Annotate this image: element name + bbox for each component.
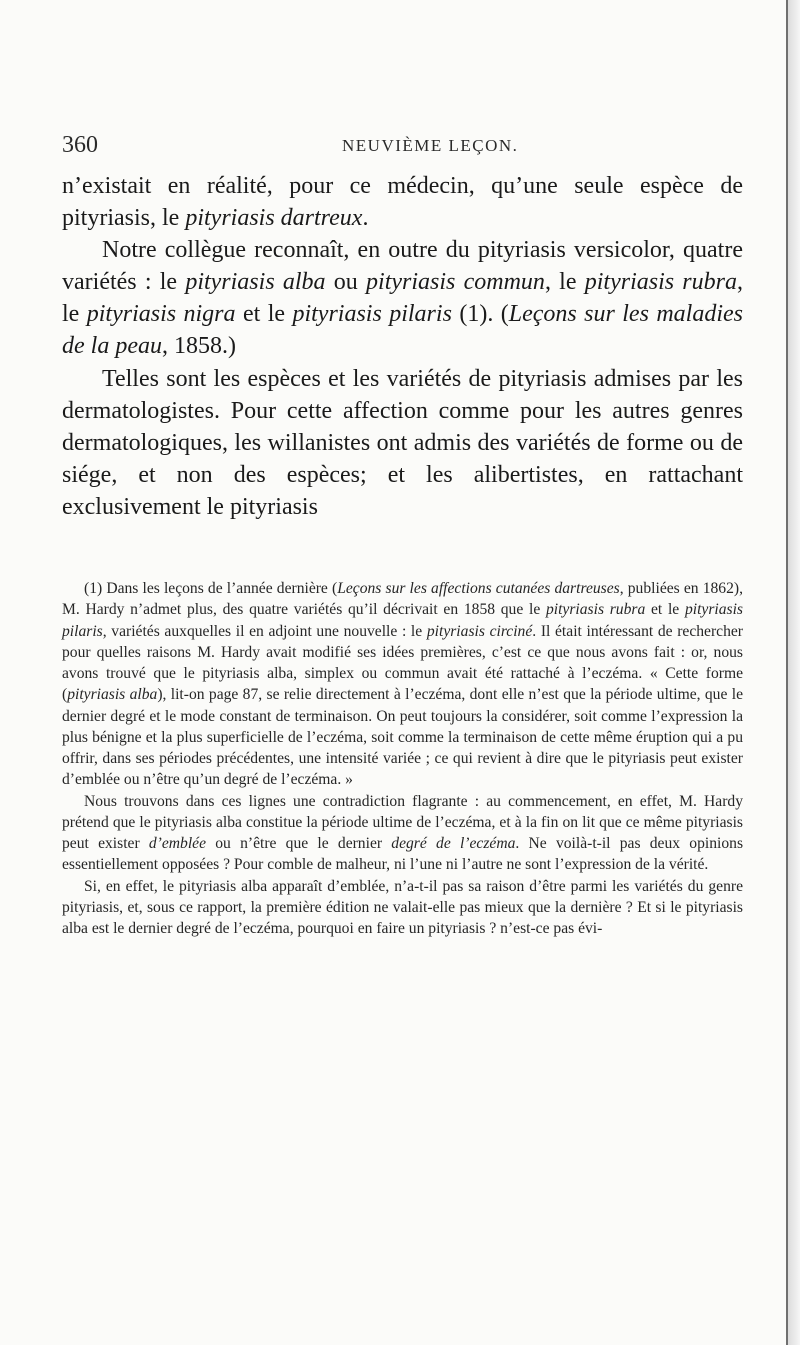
paragraph-3: Telles sont les espèces et les variétés de pityriasis admises par les dermatologistes. Pour cette affection comme pour les autres genres dermatologiques, les willanistes ont admis des variétés de forme ou de siége, et non des espèces; et les alibertistes, en rattachant exclusivement le pityriasis <box>62 365 743 520</box>
page-number: 360 <box>62 132 98 158</box>
page-edge-shadow <box>786 0 800 1345</box>
running-title: NEUVIÈME LEÇON. <box>342 136 519 155</box>
paragraph-2: Notre collègue reconnaît, en outre du pityriasis versicolor, quatre variétés : le pityriasis alba ou pityriasis commun, le pityriasis rubra, le pityriasis nigra et le pityriasis pilaris (1). (Leçons sur les maladies de la peau, 1858.) <box>62 237 743 360</box>
footnote-paragraph-1: (1) Dans les leçons de l’année dernière (Leçons sur les affections cutanées dartreuses, publiées en 1862), M. Hardy n’admet plus, des quatre variétés qu’il décrivait en 1858 que le pityriasis rubra et le pityriasis pilaris, variétés auxquelles il en adjoint une nouvelle : le pityriasis circiné. Il était intéressant de rechercher pour quelles raisons M. Hardy avait modifié ses idées premières, c’est ce que nous avons fait : or, nous avons trouvé que le pityriasis alba, simplex ou commun avait été rattaché à l’eczéma. « Cette forme (pityriasis alba), lit-on page 87, se relie directement à l’eczéma, dont elle n’est que la période ultime, que le dernier degré et le mode constant de terminaison. On peut toujours la considérer, soit comme l’expression la plus bénigne et la plus superficielle de l’eczéma, soit comme la terminaison de cette même éruption qui a pu offrir, dans ses périodes précédentes, une intensité variée ; ce qui revient à dire que le pityriasis peut exister d’emblée ou n’être qu’un degré de l’eczéma. » <box>62 580 744 789</box>
footnote <box>62 578 743 939</box>
main-text <box>62 170 743 523</box>
footnote-paragraph-3: Si, en effet, le pityriasis alba apparaît d’emblée, n’a-t-il pas sa raison d’être parmi les variétés du genre pityriasis, et, sous ce rapport, la première édition ne valait-elle pas mieux que la dernière ? Et si le pityriasis alba est le dernier degré de l’eczéma, pourquoi en faire un pityriasis ? n’est-ce pas évi- <box>62 877 743 937</box>
paragraph-1: n’existait en réalité, pour ce médecin, qu’une seule espèce de pityriasis, le pityriasis dartreux. <box>62 173 743 232</box>
page-header <box>62 132 742 162</box>
footnote-paragraph-2: Nous trouvons dans ces lignes une contradiction flagrante : au commencement, en effet, M. Hardy prétend que le pityriasis alba constitue la période ultime de l’eczéma, et à la fin on lit que ce même pityriasis peut exister d’emblée ou n’être que le dernier degré de l’eczéma. Ne voilà-t-il pas deux opinions essentiellement opposées ? Pour comble de malheur, ni l’une ni l’autre ne sont l’expression de la vérité. <box>62 792 744 874</box>
